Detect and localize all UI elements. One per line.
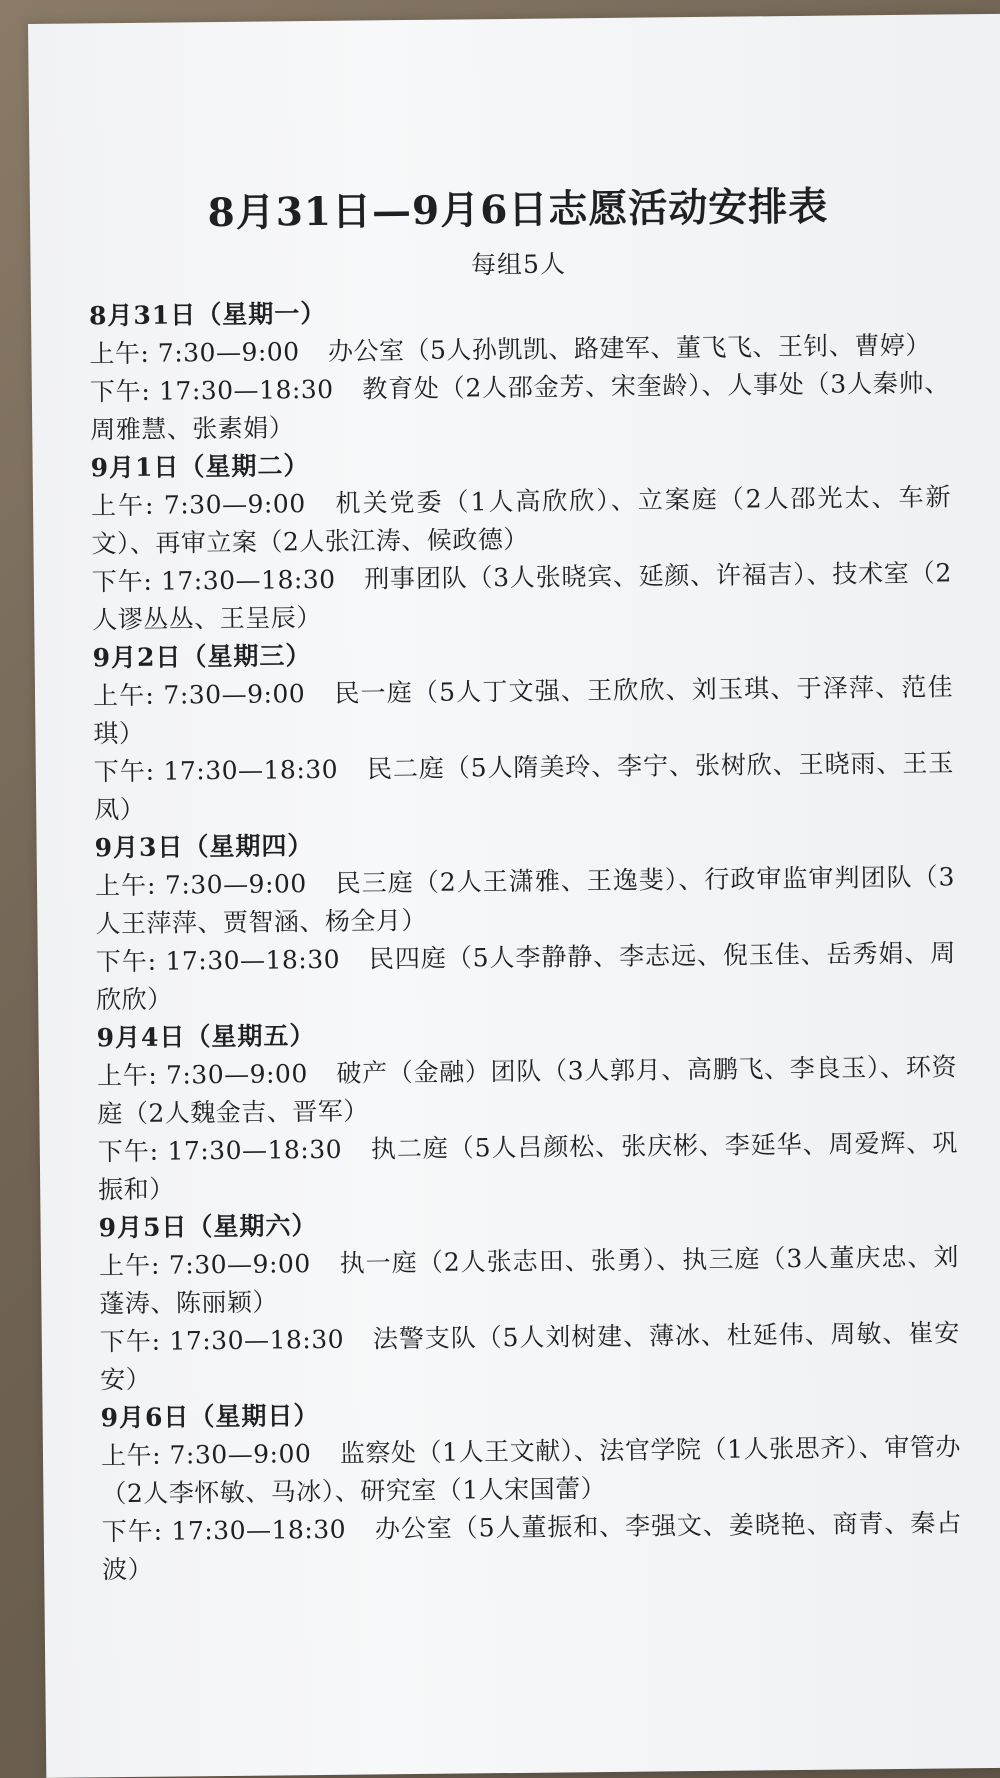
day-heading: 8月31日（星期一） (88, 298, 327, 331)
schedule-entry-afternoon (98, 1124, 959, 1209)
schedule-entry-afternoon (94, 744, 955, 829)
period-label: 上午: (96, 1060, 158, 1091)
period-label: 上午: (100, 1440, 162, 1471)
assignment-details: 机关党委（1人高欣欣）、立案庭（2人邵光太、车新文）、再审立案（2人张江涛、候政德） (91, 482, 952, 559)
schedule-entry-morning (97, 1048, 958, 1133)
schedule-entry-afternoon (102, 1504, 963, 1589)
schedule-entry-morning (99, 1238, 960, 1323)
assignment-details: 刑事团队（3人张晓宾、延颜、许福吉）、技术室（2人谬丛丛、王呈辰） (92, 558, 952, 635)
period-label: 上午: (98, 1250, 161, 1281)
time-range: 17:30—18:30 (160, 564, 336, 596)
time-range: 17:30—18:30 (158, 374, 334, 406)
schedule-entry-afternoon (92, 554, 953, 639)
period-label: 下午: (95, 946, 157, 977)
day-section-0903 (94, 820, 956, 1019)
day-heading: 9月1日（星期二） (90, 451, 310, 483)
assignment-details: 执二庭（5人吕颜松、张庆彬、李延华、周爱辉、巩振和） (98, 1128, 958, 1205)
schedule-entry-afternoon (100, 1314, 961, 1399)
assignment-details: 民四庭（5人李静静、李志远、倪玉佳、岳秀娟、周欣欣） (96, 938, 956, 1015)
day-section-0906 (100, 1390, 962, 1589)
assignment-details: 监察处（1人王文献）、法官学院（1人张思齐）、审管办（2人李怀敏、马冰）、研究室（1人宋国蕾） (101, 1432, 962, 1509)
day-section-0902 (92, 630, 954, 829)
assignment-details: 执一庭（2人张志田、张勇）、执三庭（3人董庆忠、刘蓬涛、陈丽颖） (99, 1242, 960, 1319)
period-label: 上午: (92, 680, 155, 711)
day-section-0831 (89, 288, 951, 449)
day-heading: 9月2日（星期三） (92, 641, 312, 673)
day-section-0904 (96, 1010, 958, 1209)
time-range: 17:30—18:30 (163, 754, 339, 786)
day-section-0901 (90, 440, 952, 639)
time-range: 7:30—9:00 (168, 1249, 311, 1280)
assignment-details: 民一庭（5人丁文强、王欣欣、刘玉琪、于泽萍、范佳琪） (93, 672, 954, 749)
schedule-entry-morning (101, 1428, 962, 1513)
time-range: 7:30—9:00 (169, 1439, 312, 1470)
period-label: 下午: (91, 566, 153, 597)
time-range: 7:30—9:00 (165, 1059, 308, 1090)
assignment-details: 法警支队（5人刘树建、薄冰、杜延伟、周敏、崔安安） (100, 1318, 960, 1395)
period-label: 上午: (89, 338, 150, 369)
period-label: 下午: (101, 1516, 163, 1547)
schedule-entry-afternoon (96, 934, 957, 1019)
time-range: 7:30—9:00 (164, 869, 307, 900)
time-range: 17:30—18:30 (169, 1324, 345, 1356)
day-heading: 9月5日（星期六） (98, 1211, 318, 1243)
day-heading: 9月4日（星期五） (96, 1021, 316, 1053)
day-heading: 9月3日（星期四） (94, 831, 314, 863)
period-label: 下午: (97, 1136, 159, 1167)
schedule-entry-morning (91, 478, 952, 563)
time-range: 17:30—18:30 (171, 1514, 347, 1546)
period-label: 下午: (89, 376, 151, 407)
schedule-document (88, 174, 963, 1589)
document-subtitle: 每组5人 (470, 249, 567, 280)
schedule-entry-morning (95, 858, 956, 943)
time-range: 7:30—9:00 (157, 337, 300, 368)
schedule-entry-afternoon (90, 364, 951, 449)
schedule-entry-morning (93, 668, 954, 753)
assignment-details: 破产（金融）团队（3人郭月、高鹏飞、李良玉）、环资庭（2人魏金吉、晋军） (97, 1052, 958, 1129)
time-range: 7:30—9:00 (163, 679, 306, 710)
time-range: 7:30—9:00 (163, 489, 306, 520)
day-section-0905 (98, 1200, 960, 1399)
assignment-details: 民二庭（5人隋美玲、李宁、张树欣、王晓雨、王玉凤） (94, 748, 954, 825)
period-label: 上午: (94, 870, 157, 901)
period-label: 下午: (93, 756, 155, 787)
assignment-details: 民三庭（2人王潇雅、王逸斐）、行政审监审判团队（3人王萍萍、贾智涵、杨全月） (95, 862, 956, 939)
assignment-details: 办公室（5人孙凯凯、路建军、董飞飞、王钊、曹婷） (327, 330, 932, 366)
document-page (28, 14, 1000, 1778)
period-label: 上午: (90, 490, 155, 521)
document-title: 8月31日—9月6日志愿活动安排表 (207, 183, 829, 237)
time-range: 17:30—18:30 (167, 1134, 343, 1166)
time-range: 17:30—18:30 (165, 944, 341, 976)
assignment-details: 教育处（2人邵金芳、宋奎龄）、人事处（3人秦帅、周雅慧、张素娟） (90, 368, 950, 445)
period-label: 下午: (99, 1326, 161, 1357)
day-heading: 9月6日（星期日） (100, 1401, 320, 1433)
assignment-details: 办公室（5人董振和、李强文、姜晓艳、商青、秦占波） (102, 1508, 962, 1585)
